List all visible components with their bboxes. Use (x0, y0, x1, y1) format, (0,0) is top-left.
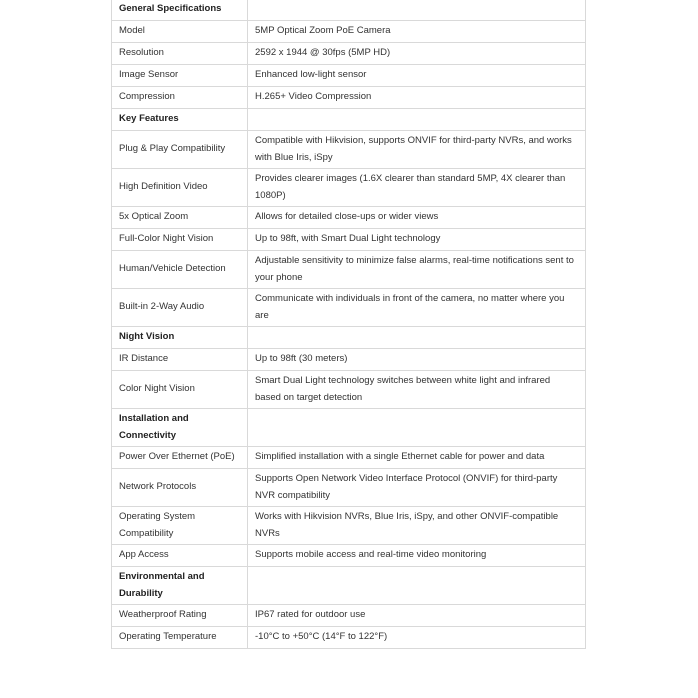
section-empty-cell (248, 109, 586, 131)
spec-value: Works with Hikvision NVRs, Blue Iris, iSpy, and other ONVIF-compatible NVRs (248, 507, 586, 545)
spec-value: Adjustable sensitivity to minimize false alarms, real-time notifications sent to your phone (248, 251, 586, 289)
spec-value: Allows for detailed close-ups or wider views (248, 207, 586, 229)
spec-label: Color Night Vision (112, 371, 248, 409)
spec-value: H.265+ Video Compression (248, 87, 586, 109)
table-row (112, 371, 586, 409)
spec-value: Supports Open Network Video Interface Protocol (ONVIF) for third-party NVR compatibility (248, 469, 586, 507)
spec-label: Human/Vehicle Detection (112, 251, 248, 289)
spec-value: Simplified installation with a single Ethernet cable for power and data (248, 447, 586, 469)
spec-label: Image Sensor (112, 65, 248, 87)
spec-label: IR Distance (112, 349, 248, 371)
table-row (112, 289, 586, 327)
spec-value: Supports mobile access and real-time video monitoring (248, 545, 586, 567)
spec-label: Full-Color Night Vision (112, 229, 248, 251)
table-row (112, 207, 586, 229)
table-row (112, 605, 586, 627)
table-row (112, 21, 586, 43)
spec-label: Network Protocols (112, 469, 248, 507)
section-empty-cell (248, 327, 586, 349)
table-row (112, 627, 586, 649)
section-title: Night Vision (112, 327, 248, 349)
spec-value: -10°C to +50°C (14°F to 122°F) (248, 627, 586, 649)
spec-value: IP67 rated for outdoor use (248, 605, 586, 627)
table-row (112, 545, 586, 567)
spec-label: High Definition Video (112, 169, 248, 207)
table-row (112, 87, 586, 109)
spec-label: Resolution (112, 43, 248, 65)
table-row (112, 469, 586, 507)
section-title: General Specifications (112, 0, 248, 21)
spec-label: App Access (112, 545, 248, 567)
section-header-night-vision (112, 327, 586, 349)
spec-label: Built-in 2-Way Audio (112, 289, 248, 327)
spec-label: 5x Optical Zoom (112, 207, 248, 229)
spec-value: Communicate with individuals in front of the camera, no matter where you are (248, 289, 586, 327)
section-title: Installation and Connectivity (112, 409, 248, 447)
spec-value: Compatible with Hikvision, supports ONVIF for third-party NVRs, and works with Blue Iris, iSpy (248, 131, 586, 169)
table-row (112, 251, 586, 289)
table-row (112, 43, 586, 65)
section-empty-cell (248, 567, 586, 605)
table-row (112, 131, 586, 169)
table-row (112, 447, 586, 469)
spec-label: Model (112, 21, 248, 43)
section-header-general-specifications (112, 0, 586, 21)
spec-value: Up to 98ft, with Smart Dual Light technology (248, 229, 586, 251)
table-row (112, 349, 586, 371)
section-header-environmental-durability (112, 567, 586, 605)
spec-value: Enhanced low-light sensor (248, 65, 586, 87)
section-header-key-features (112, 109, 586, 131)
specifications-table (111, 0, 586, 649)
section-title: Environmental and Durability (112, 567, 248, 605)
table-row (112, 65, 586, 87)
table-row (112, 229, 586, 251)
section-header-installation-connectivity (112, 409, 586, 447)
spec-label: Plug & Play Compatibility (112, 131, 248, 169)
spec-value: 2592 x 1944 @ 30fps (5MP HD) (248, 43, 586, 65)
spec-label: Operating Temperature (112, 627, 248, 649)
spec-label: Power Over Ethernet (PoE) (112, 447, 248, 469)
spec-value: Up to 98ft (30 meters) (248, 349, 586, 371)
section-empty-cell (248, 0, 586, 21)
spec-label: Compression (112, 87, 248, 109)
spec-value: Provides clearer images (1.6X clearer than standard 5MP, 4X clearer than 1080P) (248, 169, 586, 207)
spec-label: Operating System Compatibility (112, 507, 248, 545)
table-row (112, 169, 586, 207)
section-empty-cell (248, 409, 586, 447)
spec-value: Smart Dual Light technology switches between white light and infrared based on target detection (248, 371, 586, 409)
table-row (112, 507, 586, 545)
section-title: Key Features (112, 109, 248, 131)
spec-label: Weatherproof Rating (112, 605, 248, 627)
spec-value: 5MP Optical Zoom PoE Camera (248, 21, 586, 43)
